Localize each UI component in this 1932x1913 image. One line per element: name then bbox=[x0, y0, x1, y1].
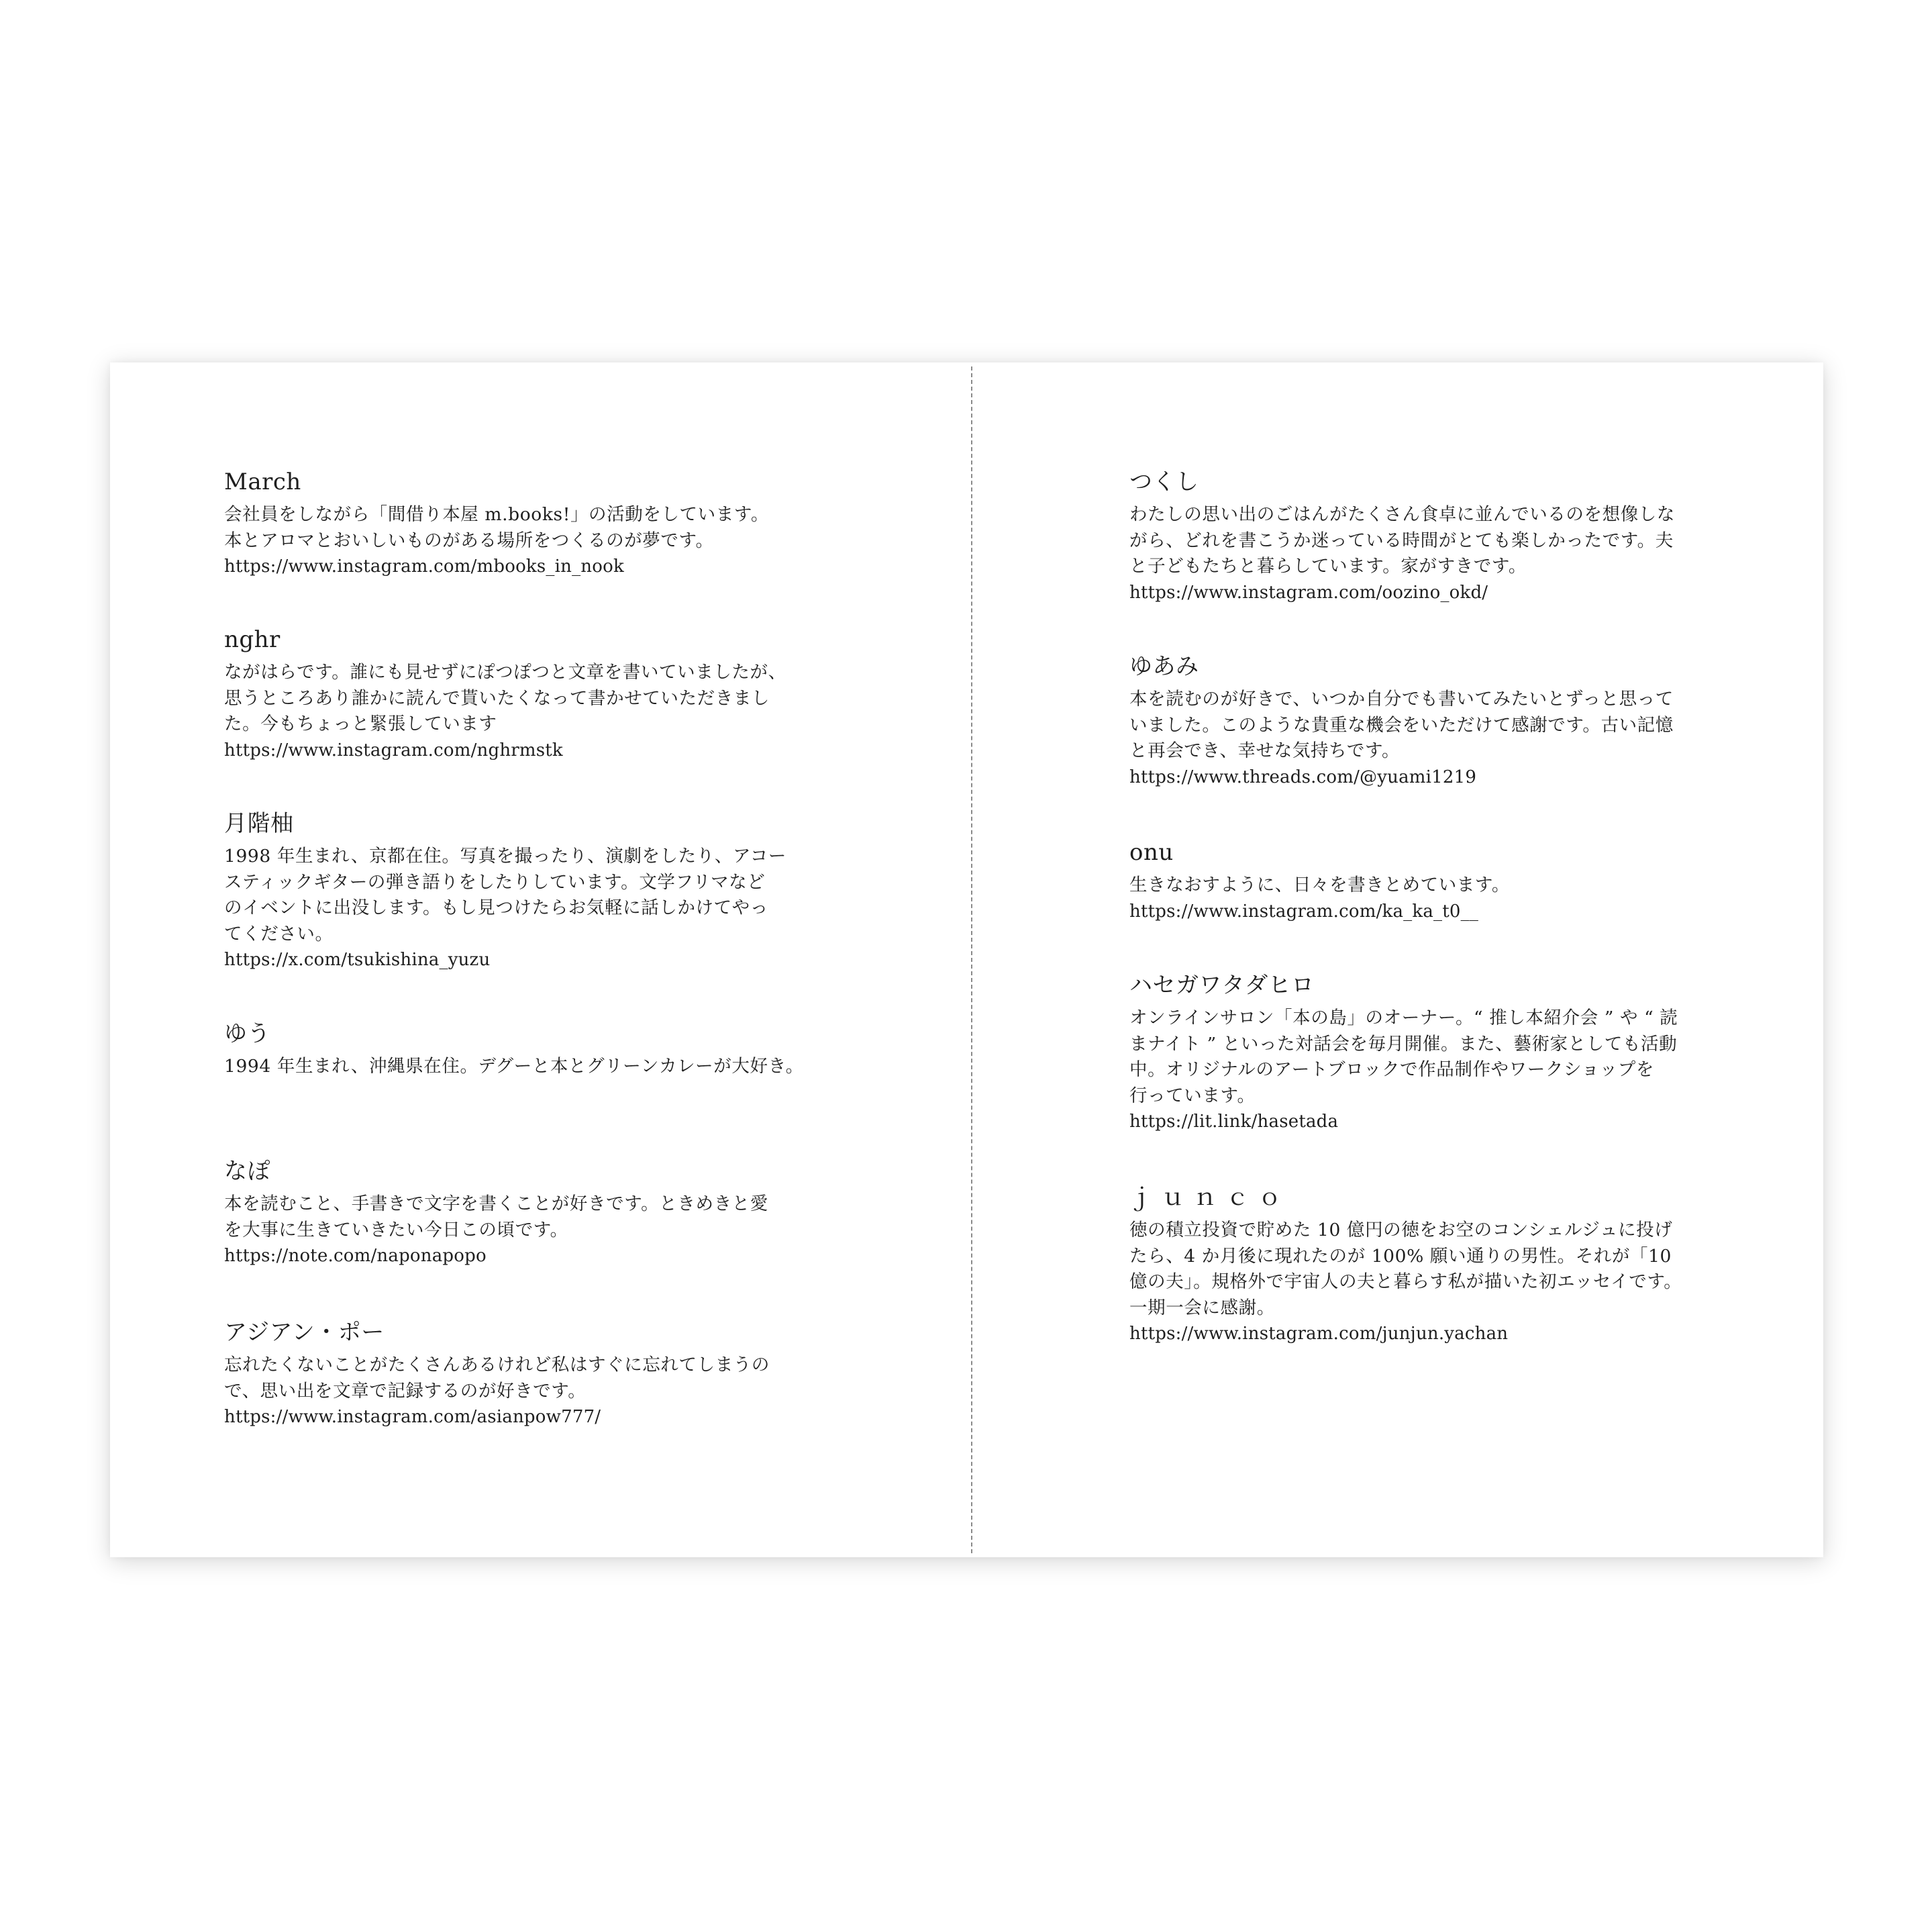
bio-line: 本を読むのが好きで、いつか自分でも書いてみたいとずっと思って bbox=[1129, 689, 1674, 709]
author-name: アジアン・ポー bbox=[224, 1319, 385, 1346]
author-link[interactable]: https://www.threads.com/@yuami1219 bbox=[1129, 767, 1477, 787]
author-name: つくし bbox=[1129, 469, 1199, 495]
bio-line: 中。オリジナルのアートブロックで作品制作やワークショップを bbox=[1129, 1059, 1654, 1080]
author-entry-yuu bbox=[224, 1020, 828, 1080]
author-entry-yuami bbox=[1129, 653, 1733, 790]
author-entry-asianpow bbox=[224, 1319, 828, 1430]
author-entry-napo bbox=[224, 1158, 828, 1269]
bio-line: 一期一会に感謝。 bbox=[1129, 1297, 1275, 1318]
bio-line: 会社員をしながら「間借り本屋 m.books!」の活動をしています。 bbox=[224, 504, 769, 525]
author-bio bbox=[1129, 687, 1733, 765]
bio-line: 1994 年生まれ、沖縄県在住。デグーと本とグリーンカレーが大好き。 bbox=[224, 1056, 804, 1077]
author-link[interactable]: https://www.instagram.com/ka_ka_t0__ bbox=[1129, 901, 1479, 922]
author-name: March bbox=[224, 469, 301, 495]
author-name: 月階柚 bbox=[224, 810, 294, 837]
bio-line: 徳の積立投資で貯めた 10 億円の徳をお空のコンシェルジュに投げ bbox=[1129, 1220, 1673, 1240]
bio-line: のイベントに出没します。もし見つけたらお気軽に話しかけてやっ bbox=[224, 897, 768, 918]
bio-line: いました。このような貴重な機会をいただけて感謝です。古い記憶 bbox=[1129, 714, 1674, 736]
bio-line: 本とアロマとおいしいものがある場所をつくるのが夢です。 bbox=[224, 530, 714, 551]
author-name: ゆう bbox=[224, 1020, 270, 1047]
author-entry-onu bbox=[1129, 839, 1733, 924]
author-name: ゆあみ bbox=[1129, 653, 1199, 680]
bio-line: 行っています。 bbox=[1129, 1085, 1256, 1106]
bio-line: で、思い出を文章で記録するのが好きです。 bbox=[224, 1380, 587, 1402]
bio-line: がら、どれを書こうか迷っている時間がとても楽しかったです。夫 bbox=[1129, 530, 1674, 551]
bio-line: わたしの思い出のごはんがたくさん食卓に並んでいるのを想像しな bbox=[1129, 504, 1675, 525]
author-entry-junco bbox=[1129, 1184, 1733, 1346]
author-bio bbox=[224, 844, 828, 947]
bio-line: スティックギターの弾き語りをしたりしています。文学フリマなど bbox=[224, 871, 766, 893]
author-bio bbox=[224, 502, 828, 554]
bio-line: ながはらです。誰にも見せずにぽつぽつと文章を書いていましたが、 bbox=[224, 662, 786, 683]
author-link[interactable]: https://www.instagram.com/oozino_okd/ bbox=[1129, 582, 1488, 603]
author-bio bbox=[1129, 873, 1733, 899]
author-bio bbox=[224, 1191, 828, 1243]
author-link[interactable]: https://www.instagram.com/mbooks_in_nook bbox=[224, 556, 624, 577]
bio-line: 思うところあり誰かに読んで貰いたくなって書かせていただきまし bbox=[224, 687, 770, 709]
author-entry-hasegawa bbox=[1129, 972, 1733, 1134]
author-link[interactable]: https://x.com/tsukishina_yuzu bbox=[224, 950, 491, 970]
author-name: ハセガワタダヒロ bbox=[1129, 972, 1315, 999]
bio-line: たら、4 か月後に現れたのが 100% 願い通りの男性。それが「10 bbox=[1129, 1245, 1672, 1267]
bio-line: た。今もちょっと緊張しています bbox=[224, 714, 497, 734]
author-bio bbox=[1129, 502, 1733, 580]
bio-line: と再会でき、幸せな気持ちです。 bbox=[1129, 740, 1401, 761]
author-link[interactable]: https://www.instagram.com/nghrmstk bbox=[224, 740, 563, 761]
author-entry-tsukishina bbox=[224, 810, 828, 973]
author-link[interactable]: https://note.com/naponapopo bbox=[224, 1246, 487, 1266]
author-link[interactable]: https://lit.link/hasetada bbox=[1129, 1112, 1339, 1132]
author-name: nghr bbox=[224, 626, 281, 653]
author-entry-march bbox=[224, 469, 828, 579]
bio-line: 億の夫」。規格外で宇宙人の夫と暮らす私が描いた初エッセイです。 bbox=[1129, 1271, 1682, 1292]
bio-line: まナイト ” といった対話会を毎月開催。また、藝術家としても活動 bbox=[1129, 1033, 1678, 1054]
author-link[interactable]: https://www.instagram.com/asianpow777/ bbox=[224, 1407, 601, 1427]
bio-line: 生きなおすように、日々を書きとめています。 bbox=[1129, 875, 1510, 895]
author-entry-tsukushi bbox=[1129, 469, 1733, 605]
bio-line: 本を読むこと、手書きで文字を書くことが好きです。ときめきと愛 bbox=[224, 1193, 768, 1214]
bio-line: オンラインサロン「本の島」のオーナー。“ 推し本紹介会 ” や “ 読 bbox=[1129, 1008, 1678, 1028]
bio-line: 1998 年生まれ、京都在住。写真を撮ったり、演劇をしたり、アコー bbox=[224, 846, 786, 867]
author-name: なぽ bbox=[224, 1158, 270, 1185]
author-bio bbox=[1129, 1005, 1733, 1109]
author-bio bbox=[1129, 1218, 1733, 1321]
bio-line: と子どもたちと暮らしています。家がすきです。 bbox=[1129, 556, 1527, 577]
author-bio bbox=[224, 1353, 828, 1404]
gutter-divider bbox=[971, 366, 972, 1553]
author-name: ｊｕｎｃｏ bbox=[1129, 1184, 1290, 1211]
bio-line: てください。 bbox=[224, 923, 334, 944]
author-link[interactable]: https://www.instagram.com/junjun.yachan bbox=[1129, 1324, 1509, 1344]
author-bio bbox=[224, 660, 828, 738]
bio-line: を大事に生きていきたい今日この頃です。 bbox=[224, 1219, 568, 1240]
book-spread bbox=[110, 362, 1823, 1557]
bio-line: 忘れたくないことがたくさんあるけれど私はすぐに忘れてしまうの bbox=[224, 1355, 770, 1375]
author-name: onu bbox=[1129, 839, 1174, 866]
author-bio bbox=[224, 1054, 828, 1080]
author-entry-nghr bbox=[224, 626, 828, 763]
